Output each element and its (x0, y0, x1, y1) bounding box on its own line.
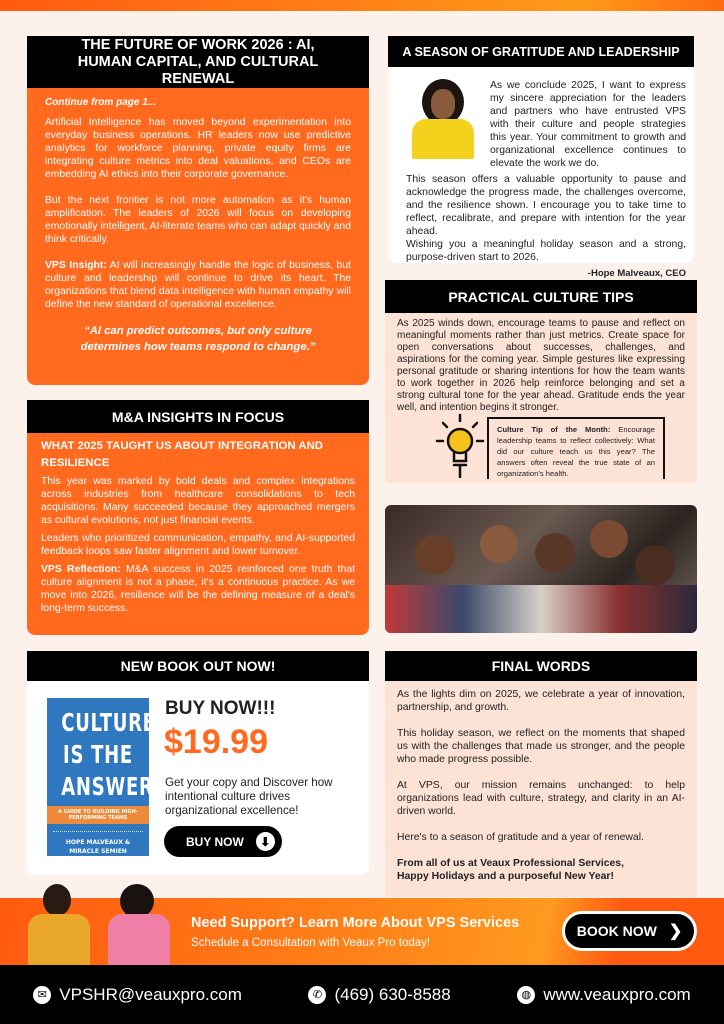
culture-tips-title: PRACTICAL CULTURE TIPS (385, 280, 697, 313)
culture-tips-card (385, 280, 697, 483)
gratitude-paragraph-1: As we conclude 2025, I want to express my sincere appreciation for the leaders and partners who have entrusted VPS with their culture and people strategies this year. Your commitment to growth and organizational excellence continues to elevate the work we do. (490, 80, 686, 169)
email-text: VPSHR@veauxpro.com (59, 984, 242, 1004)
book-card (27, 651, 369, 875)
fow-insight (45, 259, 351, 311)
buy-heading: BUY NOW!!! (165, 698, 276, 719)
chevron-right-icon: ❯ (668, 923, 683, 940)
cover-line-3: ANSWER (61, 772, 154, 801)
email-contact[interactable] (33, 985, 242, 1005)
cover-line-1: CULTURE (61, 708, 156, 737)
gratitude-paragraph-2: This season offers a valuable opportunity to pause and acknowledge the progress made, the challenges overcome, and the resilience shown. I encourage you to take time to reflect, recalibrate, and prepare with intention for the year ahead. (406, 174, 686, 237)
culture-tip-box (487, 417, 665, 479)
website-text: www.veauxpro.com (543, 984, 691, 1004)
phone-contact[interactable] (308, 985, 450, 1005)
top-banner-strip (0, 0, 724, 11)
book-title: NEW BOOK OUT NOW! (27, 651, 369, 681)
book-description: Get your copy and Discover how intentional culture drives organizational excellence! (165, 776, 333, 817)
reflection-label: VPS Reflection: (41, 564, 121, 575)
continue-note: Continue from page 1... (45, 97, 157, 108)
final-paragraph-3: At VPS, our mission remains unchanged: to help organizations lead with culture, strategy, and clarity in an AI-driven world. (397, 780, 685, 817)
mna-card (27, 400, 369, 635)
download-icon: ⬇ (256, 832, 275, 851)
ceo-signature: -Hope Malveaux, CEO (587, 268, 686, 279)
fow-quote: “AI can predict outcomes, but only culture determines how teams respond to change.” (80, 325, 316, 353)
tip-body: Encourage leadership teams to reflect collectively: What did our culture teach us this year? The answers often reveal the true state of an organization's health. (497, 425, 656, 478)
final-paragraph-4: Here's to a season of gratitude and a year of renewal. (397, 832, 644, 843)
book-cover (47, 698, 156, 856)
ceo-portrait (408, 79, 478, 159)
email-icon: ✉ (33, 986, 51, 1004)
contact-footer (0, 965, 724, 1024)
mna-title: M&A INSIGHTS IN FOCUS (27, 400, 369, 433)
support-banner (0, 898, 724, 965)
book-now-label: BOOK NOW (576, 923, 657, 939)
future-of-work-title: THE FUTURE OF WORK 2026 : AI, HUMAN CAPITAL, AND CULTURAL RENEWAL (27, 36, 369, 88)
lightbulb-icon (435, 413, 485, 478)
final-paragraph-2: This holiday season, we reflect on the moments that shaped us with the challenges that made us stronger, and the people who made progress possible. (397, 728, 685, 765)
cover-subtitle: A GUIDE TO BUILDING HIGH-PERFORMING TEAMS (47, 806, 149, 824)
culture-tip-text (497, 424, 655, 479)
book-now-button[interactable] (562, 911, 697, 951)
final-closing-2: Happy Holidays and a purposeful New Year! (397, 871, 614, 882)
website-link[interactable] (517, 985, 690, 1005)
cover-authors: HOPE MALVEAUX & MIRACLE SEMIEN (53, 831, 143, 856)
gratitude-paragraph-3: Wishing you a meaningful holiday season and a strong, purpose-driven start to 2026. (406, 239, 686, 263)
phone-text: (469) 630-8588 (334, 984, 451, 1004)
mna-paragraph-1: This year was marked by bold deals and complex integrations across industries from healthcare consolidations to tech acquisitions. Many succeeded because they approached mergers as cultural evolutions, not just financial events. (41, 476, 355, 526)
final-paragraph-1: As the lights dim on 2025, we celebrate a year of innovation, partnership, and growth. (397, 689, 685, 713)
consultants-photo (28, 884, 178, 965)
book-price: $19.99 (164, 723, 268, 761)
reflection-text: M&A success in 2025 reinforced one truth that culture alignment is not a phase, it's a continuous practice. As we move into 2026, resilience will be the defining measure of a deal's long-term success. (41, 564, 355, 614)
mna-subtitle: WHAT 2025 TAUGHT US ABOUT INTEGRATION AND RESILIENCE (41, 440, 324, 469)
final-closing-1: From all of us at Veaux Professional Services, (397, 858, 624, 869)
mna-reflection (41, 563, 355, 615)
banner-headline: Need Support? Learn More About VPS Services (191, 915, 520, 931)
buy-now-label: BUY NOW (186, 834, 244, 849)
fow-paragraph-2: But the next frontier is not more automation as it's human amplification. The leaders of 2026 will focus on developing emotionally intelligent, AI-literate teams who can adapt quickly and think critically. (45, 195, 351, 245)
final-words-card (385, 651, 697, 897)
final-words-title: FINAL WORDS (385, 651, 697, 681)
future-of-work-card (27, 36, 369, 385)
gratitude-title: A SEASON OF GRATITUDE AND LEADERSHIP (388, 36, 694, 67)
buy-now-button[interactable] (164, 826, 282, 857)
phone-icon: ✆ (308, 986, 326, 1004)
team-celebration-photo (385, 505, 697, 633)
tips-paragraph: As 2025 winds down, encourage teams to pause and reflect on meaningful moments rather than just metrics. Create space for open conversations about successes, challenges, and aspirations for the coming year. Simple gestures like expressing personal gratitude or sharing intentions for how the team wants to work together in 2026 help reinforce belonging and set a strong cultural tone for the year ahead. Gratitude ends the year well, and intention begins it stronger. (397, 318, 685, 413)
cover-line-2: IS THE (63, 740, 133, 769)
insight-label: VPS Insight: (45, 260, 107, 271)
insight-text: AI will increasingly handle the logic of business, but culture and leadership will continue to drive its heart. The organizations that blend data intelligence with human empathy will define the new standard of operational excellence. (45, 260, 351, 310)
tip-label: Culture Tip of the Month: (497, 425, 611, 434)
mna-paragraph-2: Leaders who prioritized communication, empathy, and AI-supported feedback loops saw faster alignment and lower turnover. (41, 533, 355, 557)
banner-subtext: Schedule a Consultation with Veaux Pro today! (191, 937, 431, 949)
globe-icon: ◍ (517, 986, 535, 1004)
fow-paragraph-1: Artificial Intelligence has moved beyond experimentation into everyday business operations. HR leaders now use predictive analytics for workforce planning, private equity firms are integrating culture metrics into deal valuations, and CEOs are embedding AI ethics into their corporate governance. (45, 117, 351, 180)
gratitude-card (388, 36, 694, 279)
